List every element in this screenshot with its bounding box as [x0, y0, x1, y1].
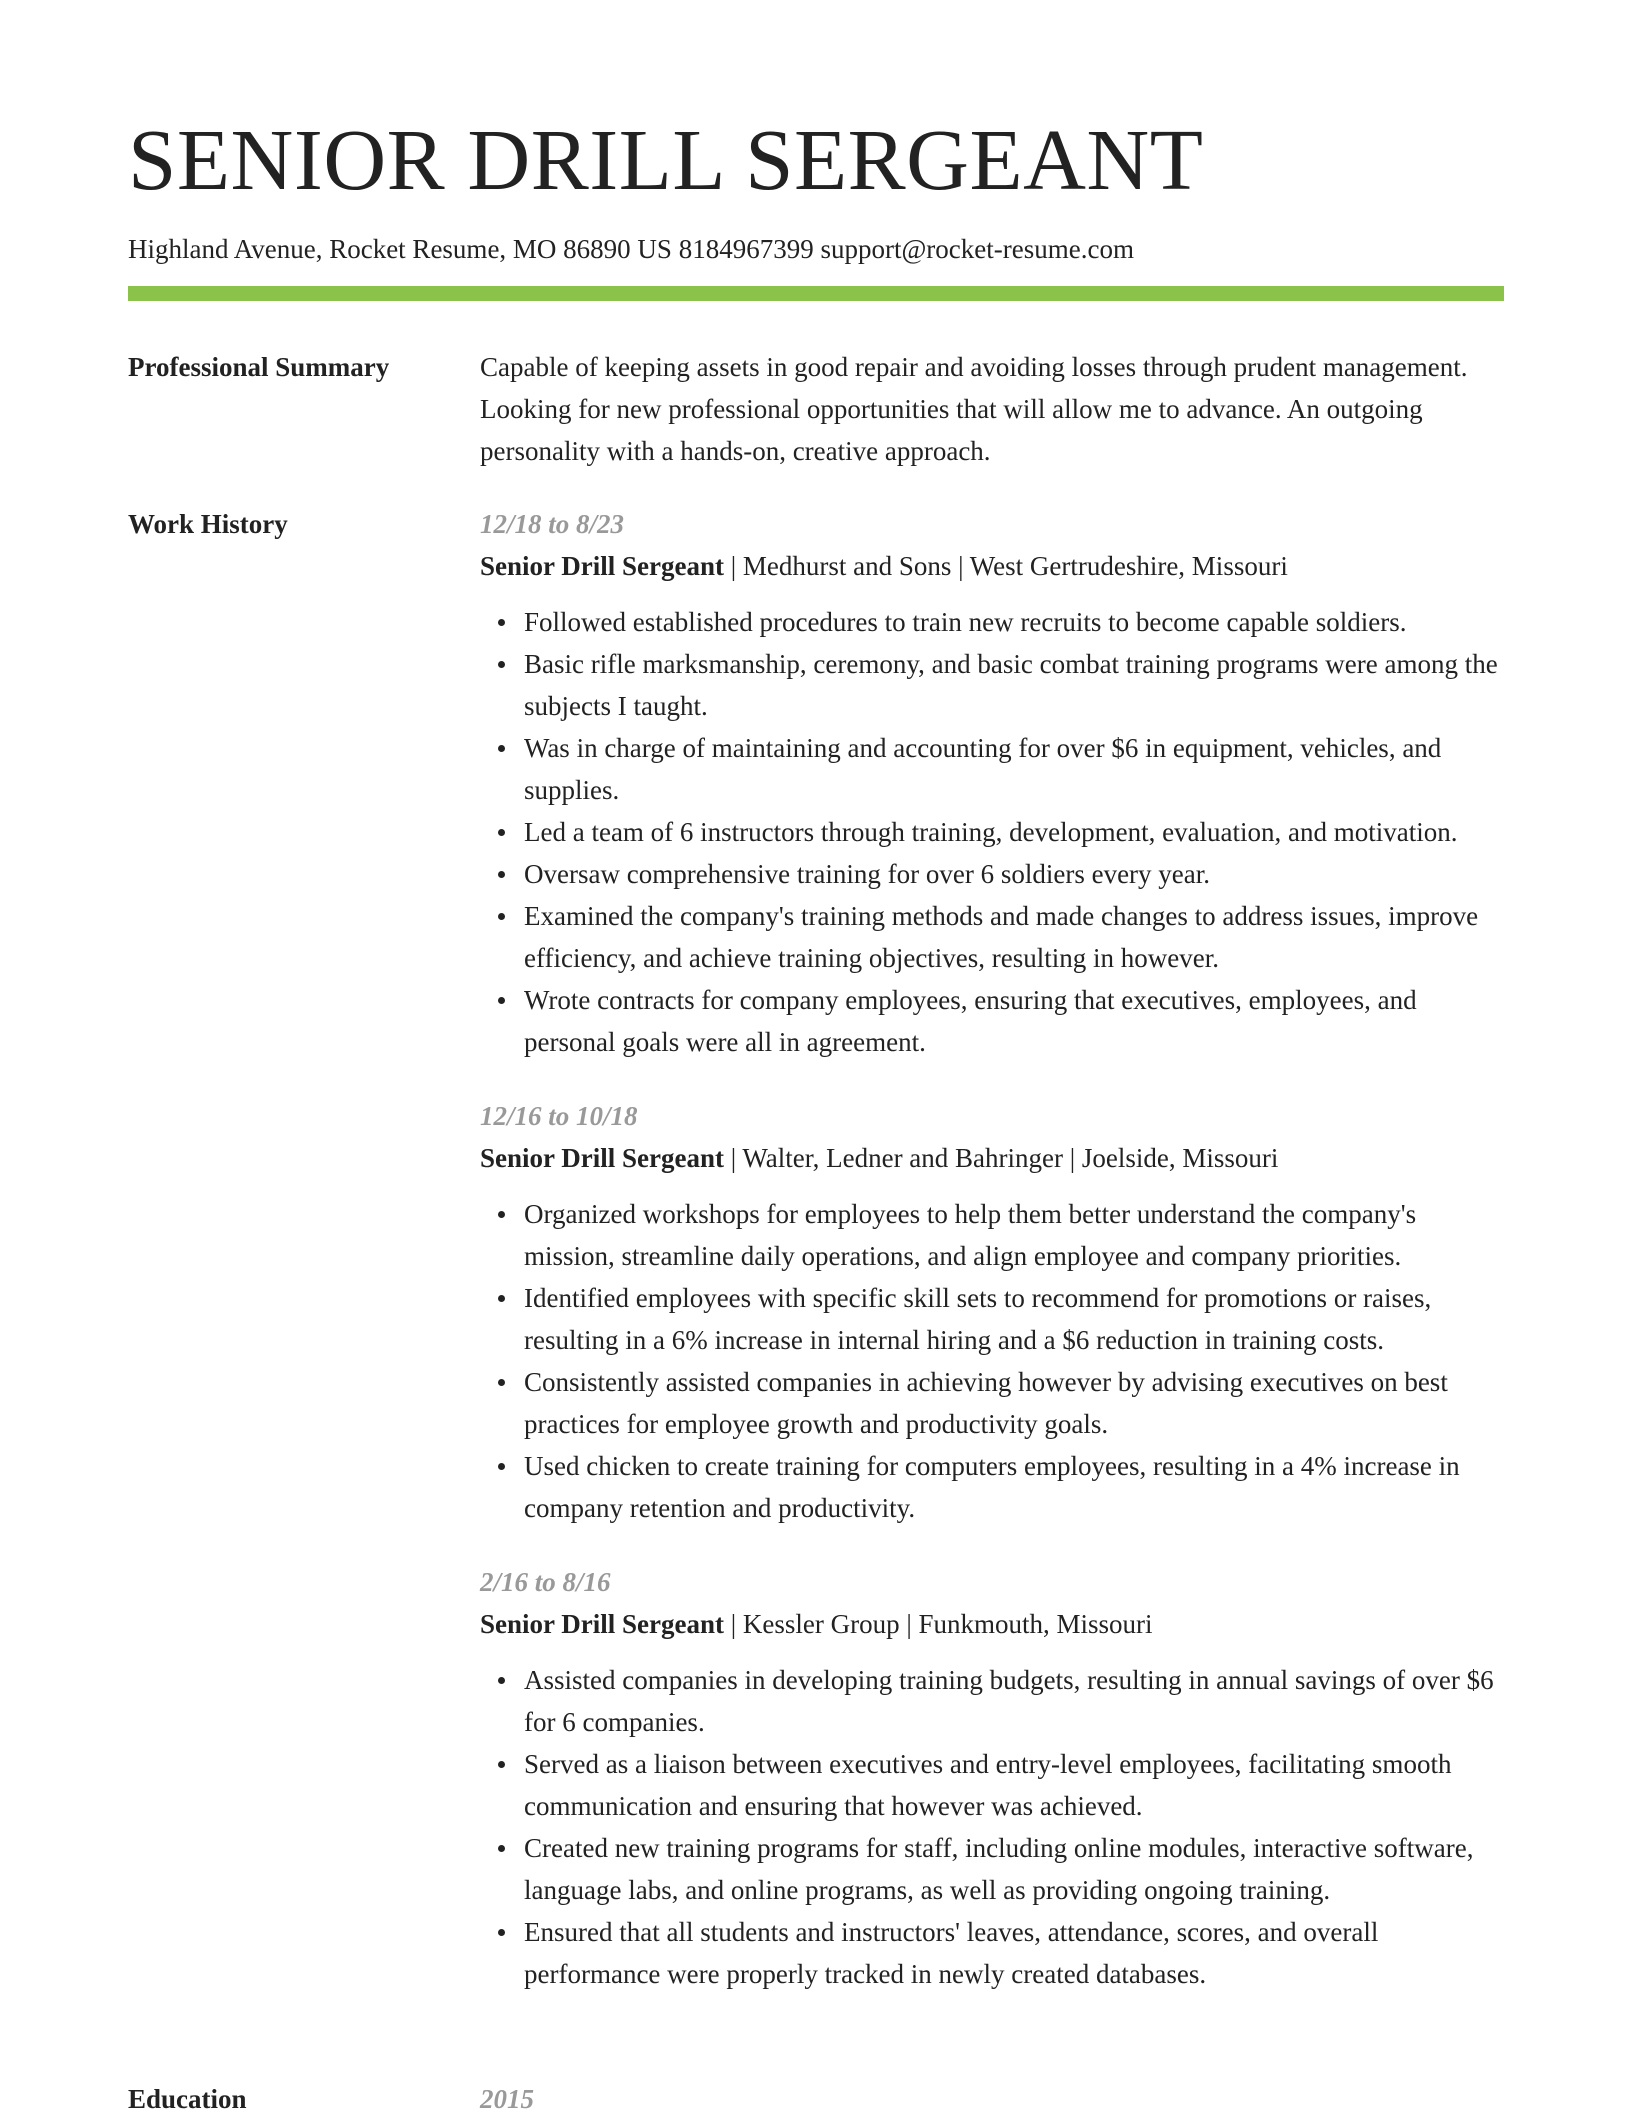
job-bullet-list [480, 601, 1504, 1063]
job-bullet: Wrote contracts for company employees, ensuring that executives, employees, and personal goals were all in agreement. [524, 979, 1504, 1063]
resume-name-heading: SENIOR DRILL SERGEANT [128, 111, 1204, 208]
job-heading [480, 1137, 1504, 1179]
job-entry [480, 1095, 1504, 1529]
job-bullet: Examined the company's training methods and made changes to address issues, improve efficiency, and achieve training objectives, resulting in however. [524, 895, 1504, 979]
work-history-label: Work History [128, 509, 288, 539]
work-history-section [480, 503, 1504, 2027]
job-bullet: Served as a liaison between executives and entry-level employees, facilitating smooth communication and ensuring that however was achieved. [524, 1743, 1504, 1827]
job-bullet: Oversaw comprehensive training for over 6 soldiers every year. [524, 853, 1504, 895]
professional-summary-section [480, 346, 1504, 472]
professional-summary-text: Capable of keeping assets in good repair and avoiding losses through prudent management. Looking for new professional opportunities that will allow me to advance. An outgoing personality with a hands-on, creative approach. [480, 352, 1468, 466]
job-employer-location: | Kessler Group | Funkmouth, Missouri [723, 1609, 1153, 1639]
job-bullet: Ensured that all students and instructors' leaves, attendance, scores, and overall performance were properly tracked in newly created databases. [524, 1911, 1504, 1995]
job-entry [480, 503, 1504, 1063]
job-bullet: Followed established procedures to train new recruits to become capable soldiers. [524, 601, 1504, 643]
job-title: Senior Drill Sergeant [480, 1143, 724, 1173]
job-title: Senior Drill Sergeant [480, 1609, 724, 1639]
job-employer-location: | Medhurst and Sons | West Gertrudeshire, Missouri [723, 551, 1288, 581]
education-label: Education [128, 2084, 247, 2114]
education-year: 2015 [480, 2084, 534, 2114]
job-heading [480, 545, 1504, 587]
job-dates: 12/18 to 8/23 [480, 509, 625, 539]
contact-info: Highland Avenue, Rocket Resume, MO 86890 US 8184967399 support@rocket-resume.com [128, 234, 1134, 264]
job-bullet: Basic rifle marksmanship, ceremony, and basic combat training programs were among the subjects I taught. [524, 643, 1504, 727]
job-entry [480, 1561, 1504, 1995]
job-bullet: Created new training programs for staff, including online modules, interactive software, language labs, and online programs, as well as providing ongoing training. [524, 1827, 1504, 1911]
job-heading [480, 1603, 1504, 1645]
education-section [480, 2078, 1504, 2120]
job-bullet-list [480, 1659, 1504, 1995]
job-bullet-list [480, 1193, 1504, 1529]
job-bullet: Consistently assisted companies in achieving however by advising executives on best practices for employee growth and productivity goals. [524, 1361, 1504, 1445]
job-employer-location: | Walter, Ledner and Bahringer | Joelside, Missouri [723, 1143, 1279, 1173]
job-dates: 2/16 to 8/16 [480, 1567, 611, 1597]
job-dates: 12/16 to 10/18 [480, 1101, 638, 1131]
header-divider [128, 286, 1504, 301]
job-bullet: Assisted companies in developing training budgets, resulting in annual savings of over $6 for 6 companies. [524, 1659, 1504, 1743]
job-bullet: Organized workshops for employees to help them better understand the company's mission, streamline daily operations, and align employee and company priorities. [524, 1193, 1504, 1277]
job-bullet: Used chicken to create training for computers employees, resulting in a 4% increase in company retention and productivity. [524, 1445, 1504, 1529]
job-bullet: Was in charge of maintaining and accounting for over $6 in equipment, vehicles, and supplies. [524, 727, 1504, 811]
job-title: Senior Drill Sergeant [480, 551, 724, 581]
job-bullet: Led a team of 6 instructors through training, development, evaluation, and motivation. [524, 811, 1504, 853]
job-bullet: Identified employees with specific skill sets to recommend for promotions or raises, resulting in a 6% increase in internal hiring and a $6 reduction in training costs. [524, 1277, 1504, 1361]
professional-summary-label: Professional Summary [128, 352, 390, 382]
